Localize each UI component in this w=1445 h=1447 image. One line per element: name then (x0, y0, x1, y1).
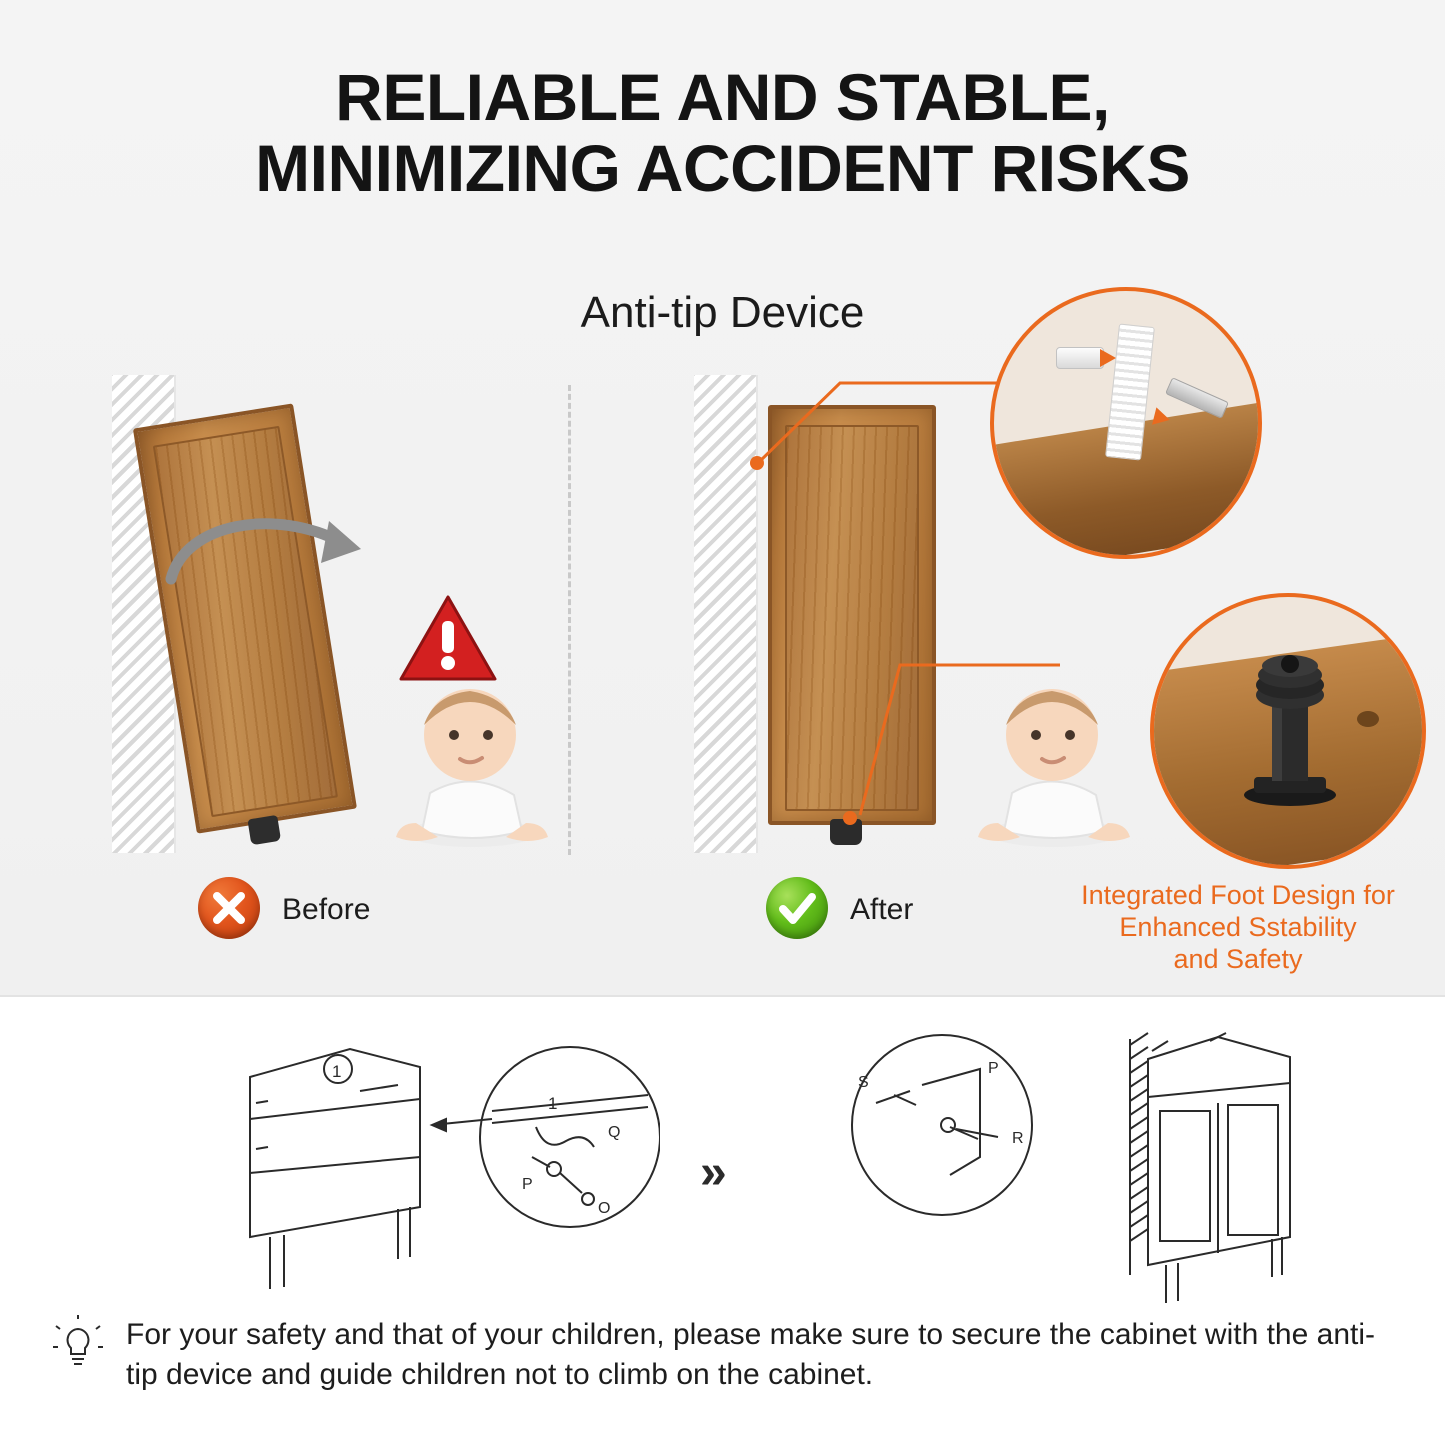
headline-line-2: MINIMIZING ACCIDENT RISKS (255, 131, 1190, 206)
strap-detail-circle (990, 287, 1262, 559)
safety-note-text: For your safety and that of your children, please make sure to secure the cabinet with the anti-tip device and guide children not to climb on the cabinet. (126, 1318, 1375, 1391)
caption-line-1: Integrated Foot Design for (1081, 880, 1395, 910)
assembly-step-1-diagram (210, 1007, 660, 1307)
double-chevron-right-icon: » (700, 1146, 717, 1199)
assembly-instructions-section (0, 995, 1445, 1447)
caption-line-3: and Safety (1173, 943, 1303, 974)
step1-cabinet-label: 1 (332, 1062, 342, 1081)
step1-part-o: O (598, 1200, 611, 1217)
step2-part-r: R (1012, 1130, 1024, 1147)
step1-part-p: P (522, 1176, 533, 1193)
cabinet-panel (153, 426, 338, 817)
page-title (0, 62, 1445, 205)
baby-illustration-before (386, 673, 556, 853)
step1-part-q: Q (608, 1124, 621, 1141)
foot-detail-circle (1150, 593, 1426, 869)
floor-screw-hole (1154, 597, 1422, 865)
subtitle: Anti-tip Device (580, 288, 865, 337)
status-badge-after (766, 877, 828, 939)
cabinet-foot (247, 815, 281, 845)
assembly-step-2-diagram (830, 1007, 1350, 1307)
headline-line-1: RELIABLE AND STABLE, (335, 60, 1110, 134)
lightbulb-icon (52, 1315, 104, 1373)
wood-grain (155, 428, 336, 815)
tip-direction-arrow (165, 505, 375, 595)
label-after: After (850, 893, 914, 926)
warning-icon (398, 593, 498, 685)
check-icon (766, 877, 828, 939)
arrow-icon-left (1100, 349, 1116, 367)
wall-anchor-icon (1056, 347, 1104, 369)
safety-note (52, 1315, 1392, 1394)
step2-part-s: S (858, 1074, 869, 1091)
vertical-divider (568, 385, 571, 855)
foot-design-caption (1038, 880, 1438, 976)
status-badge-before (198, 877, 260, 939)
label-before: Before (282, 893, 371, 926)
cross-icon (198, 877, 260, 939)
callout-anchor-point-bottom (843, 811, 857, 825)
caption-line-2: Enhanced Sstability (1119, 911, 1357, 942)
step1-detail-label: 1 (548, 1094, 558, 1113)
callout-anchor-point-top (750, 456, 764, 470)
step2-part-p: P (988, 1060, 999, 1077)
